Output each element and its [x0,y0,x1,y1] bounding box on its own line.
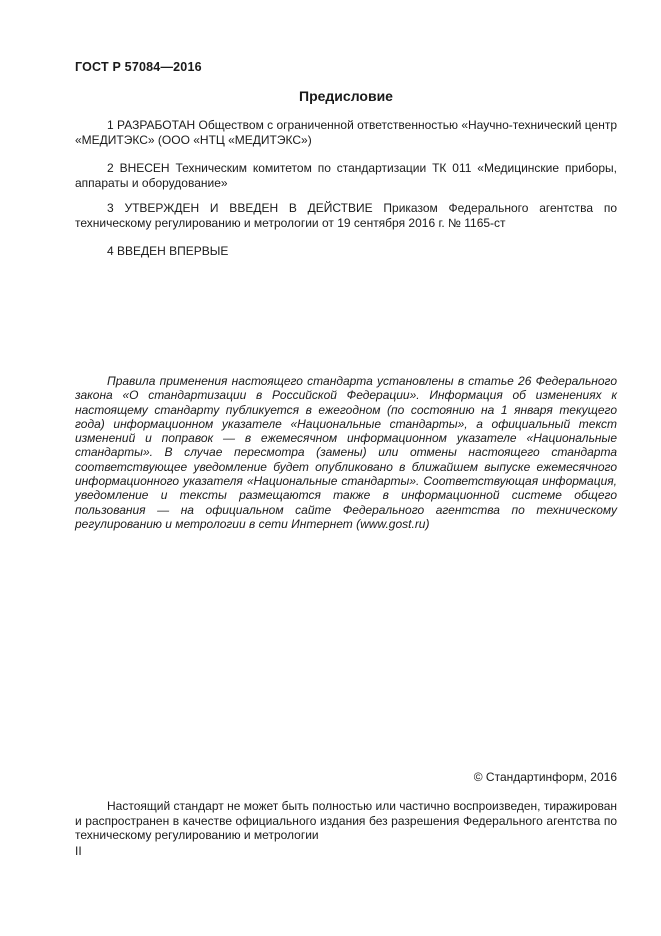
foreword-item-submitted: 2 ВНЕСЕН Техническим комитетом по стандартизации ТК 011 «Медицинские приборы, аппараты и оборудование» [75,161,617,190]
legal-application-note: Правила применения настоящего стандарта установлены в статье 26 Федерального закона «О стандартизации в Российской Федерации». Информация об изменениях к настоящему стандарту публикуется в ежегодном (по состоянию на 1 января текущего года) информационном указателе «Национальные стандарты», а официальный текст изменений и поправок — в ежемесячном информационном указателе «Национальные стандарты». В случае пересмотра (замены) или отмены настоящего стандарта соответствующее уведомление будет опубликовано в ближайшем выпуске ежемесячного информационного указателя «Национальные стандарты». Соответствующая информация, уведомление и тексты размещаются также в информационной системе общего пользования — на официальном сайте Федерального агентства по техническому регулированию и метрологии в сети Интернет (www.gost.ru) [75,374,617,531]
copyright-notice: © Стандартинформ, 2016 [473,770,617,784]
reproduction-restriction-notice: Настоящий стандарт не может быть полностью или частично воспроизведен, тиражирован и распространен в качестве официального издания без разрешения Федерального агентства по техническому регулированию и метрологии [75,799,617,843]
page-title: Предисловие [299,88,393,104]
foreword-item-developed: 1 РАЗРАБОТАН Обществом с ограниченной ответственностью «Научно-технический центр «МЕДИТЭКС» (ООО «НТЦ «МЕДИТЭКС») [75,118,617,147]
document-code: ГОСТ Р 57084—2016 [75,60,202,74]
page-number: II [75,844,82,858]
foreword-item-approved: 3 УТВЕРЖДЕН И ВВЕДЕН В ДЕЙСТВИЕ Приказом Федерального агентства по техническому регулированию и метрологии от 19 сентября 2016 г. № 1165-ст [75,201,617,230]
foreword-item-first-edition: 4 ВВЕДЕН ВПЕРВЫЕ [107,244,229,258]
